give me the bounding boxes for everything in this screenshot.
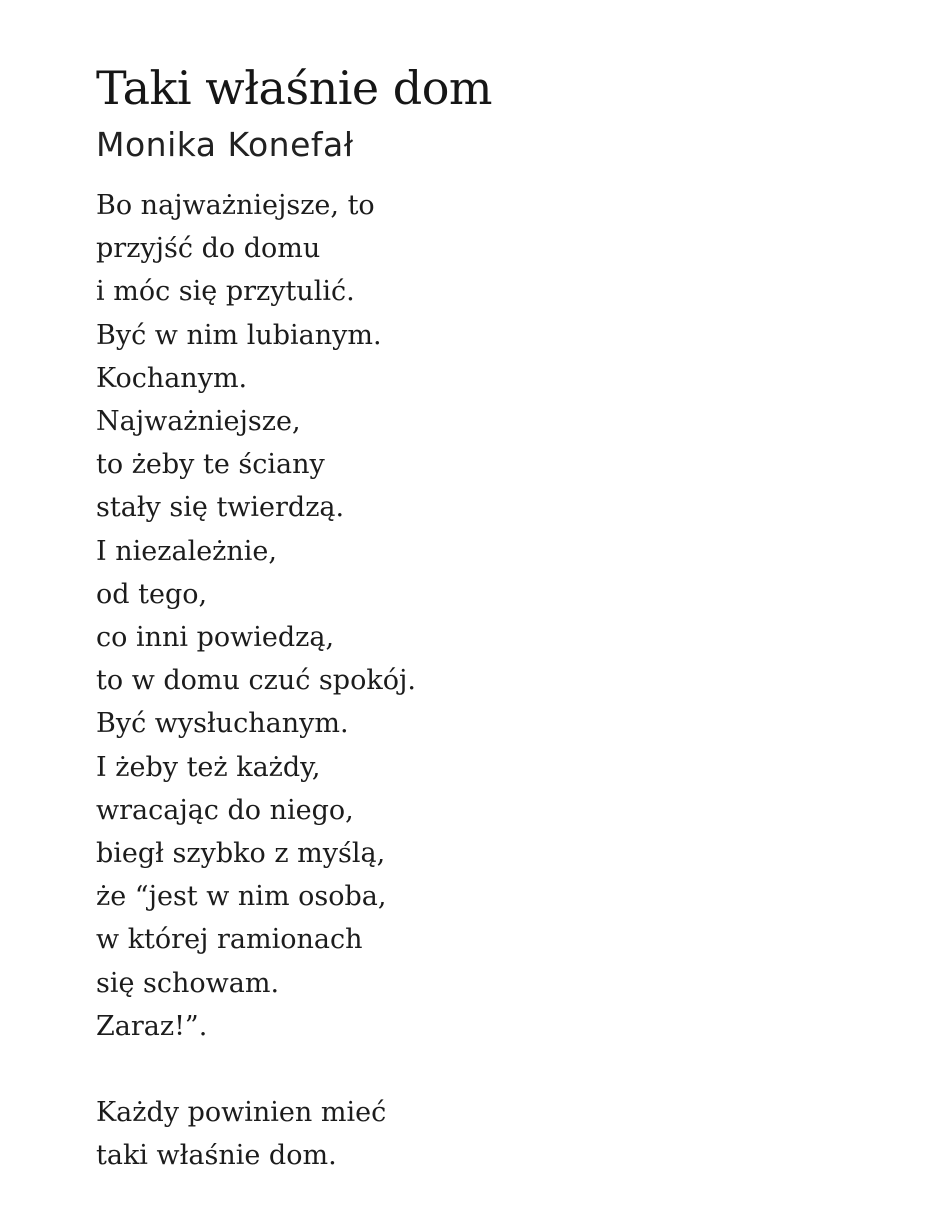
poem-line: Każdy powinien mieć [96, 1097, 387, 1129]
poem-line: to w domu czuć spokój. [96, 665, 416, 697]
poem-line: I żeby też każdy, [96, 751, 321, 783]
poem-line: I niezależnie, [96, 535, 277, 567]
poem-line: od tego, [96, 578, 208, 610]
poem-line: Kochanym. [96, 362, 248, 394]
poem-line: się schowam. [96, 967, 280, 999]
poem-line: w której ramionach [96, 924, 363, 956]
poem-line: Zaraz!”. [96, 1010, 208, 1042]
poem-line: stały się twierdzą. [96, 492, 345, 524]
poem-line: Najważniejsze, [96, 406, 301, 438]
poem-line: Bo najważniejsze, to [96, 190, 375, 221]
poem-line: co inni powiedzą, [96, 622, 335, 654]
poem-line: Być wysłuchanym. [96, 708, 349, 740]
poem-line: wracając do niego, [96, 794, 354, 826]
poem-line: taki właśnie dom. [96, 1140, 337, 1172]
poem-author: Monika Konefał [96, 125, 354, 164]
poem-line: że “jest w nim osoba, [96, 881, 387, 913]
stanza-1 [96, 184, 896, 1048]
poem-line: przyjść do domu [96, 233, 321, 265]
poem-line: i móc się przytulić. [96, 276, 355, 308]
poem-line: biegł szybko z myślą, [96, 838, 386, 870]
poem-page [96, 58, 896, 1177]
poem-title: Taki właśnie dom [96, 61, 493, 115]
stanza-2 [96, 1091, 896, 1177]
poem-line: Być w nim lubianym. [96, 319, 382, 351]
poem-line: to żeby te ściany [96, 449, 325, 481]
